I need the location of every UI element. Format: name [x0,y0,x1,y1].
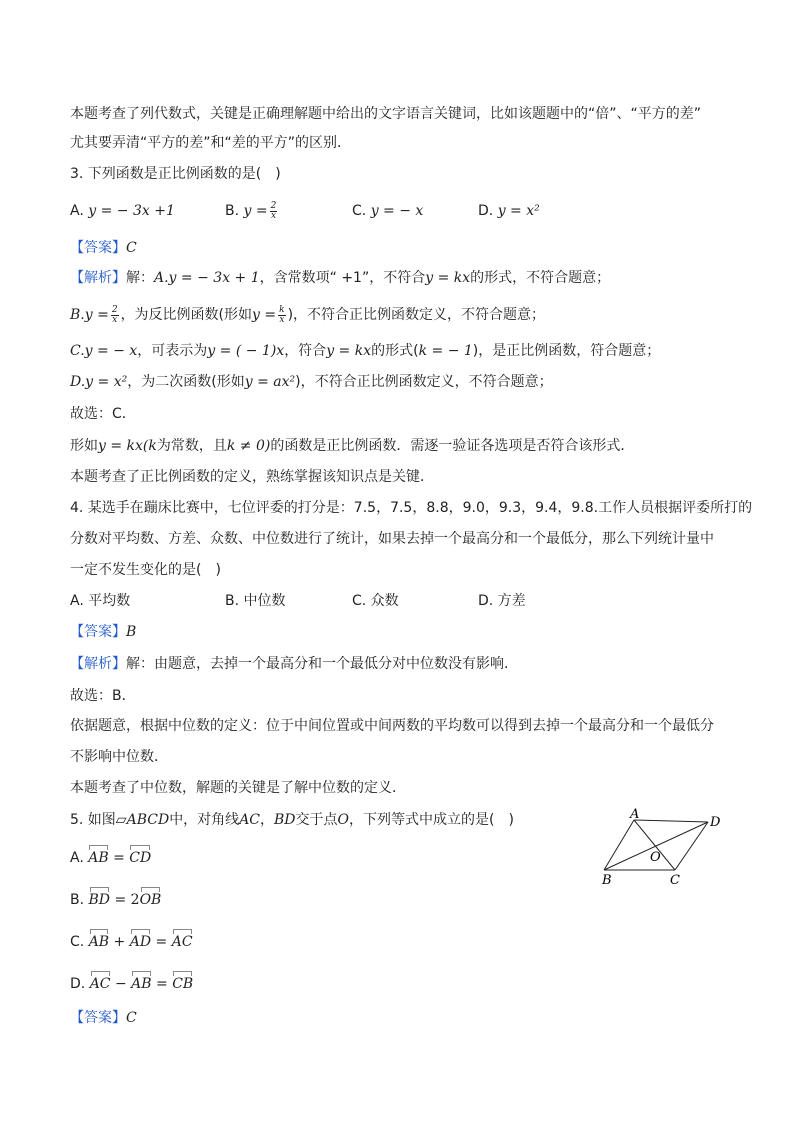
q4-stem-3: 一定不发生变化的是( ) [70,562,221,578]
q5-answer: 【答案】C [70,1010,137,1026]
q5-option-c: C. AB + AD = AC [70,934,193,950]
label-o: O [650,850,661,865]
q3-option-d: D. y = x² [478,203,540,219]
q4-choose: 故选：B． [70,688,136,704]
q5-option-d: D. AC − AB = CB [70,976,194,992]
intro-line-2: 尤其要弄清“平方的差”和“差的平方”的区别． [70,135,352,151]
q3-analysis-c: C.y = − x，可表示为y = ( − 1)x，符合y = kx的形式(k = − 1)，是正比例函数，符合题意； [70,343,661,359]
q3-summary: 本题考查了正比例函数的定义，熟练掌握该知识点是关键． [70,469,434,485]
q5-stem: 5. 如图▱ABCD中，对角线AC，BD交于点O，下列等式中成立的是( ) [70,812,514,828]
q3-option-a: A. y = − 3x +1 [70,203,175,219]
label-a: A [630,808,640,822]
q4-summary: 本题考查了中位数，解题的关键是了解中位数的定义． [70,780,406,796]
label-c: C [670,873,680,888]
q3-answer: 【答案】C [70,240,137,256]
q3-option-c: C. y = − x [352,203,424,219]
q4-explain-2: 不影响中位数． [70,749,168,765]
q4-stem-2: 分数对平均数、方差、众数、中位数进行了统计，如果去掉一个最高分和一个最低分，那么下列统计量中 [70,531,714,547]
q4-option-a: A. 平均数 [70,593,131,609]
q4-analysis: 【解析】解：由题意，去掉一个最高分和一个最低分对中位数没有影响． [70,656,518,672]
parallelogram-figure [590,808,740,890]
q4-answer: 【答案】B [70,624,137,640]
q3-analysis-d: D.y = x²，为二次函数(形如y = ax²)，不符合正比例函数定义，不符合题意； [70,374,553,390]
q4-option-b: B. 中位数 [225,593,286,609]
q3-rule: 形如y = kx(k为常数，且k ≠ 0)的函数是正比例函数．需逐一验证各选项是否符合该形式． [70,438,635,454]
q4-stem-1: 4. 某选手在蹦床比赛中，七位评委的打分是：7.5，7.5，8.8，9.0，9.3，9.4，9.8.工作人员根据评委所打的 [70,500,753,516]
side-da [634,820,708,822]
q3-analysis-b: B.y = $\frac{2}{x}$ ，为反比例函数(形如y = $\frac{k}{x}$ )，不符合正比例函数定义，不符合题意； [70,304,546,325]
q5-option-b: B. BD = 2OB [70,892,162,908]
q4-explain-1: 依据题意，根据中位数的定义：位于中间位置或中间两数的平均数可以得到去掉一个最高分和一个最低分 [70,718,714,734]
label-d: D [710,815,721,830]
q4-option-c: C. 众数 [352,593,399,609]
q3-stem: 3. 下列函数是正比例函数的是( ) [70,166,281,182]
q4-option-d: D. 方差 [478,593,526,609]
q5-option-a: A. AB = CD [70,850,152,866]
q3-option-b: B. y = $\frac{2}{x}$ [225,200,277,221]
q3-choose: 故选：C． [70,406,136,422]
label-b: B [602,873,612,888]
intro-line-1: 本题考查了列代数式，关键是正确理解题中给出的文字语言关键词，比如该题题中的“倍”、“平方的差” [70,106,702,122]
side-ab [604,820,634,870]
q3-analysis-a: 【解析】解：A.y = − 3x + 1，含常数项“ +1”，不符合y = kx的形式，不符合题意； [70,270,611,286]
